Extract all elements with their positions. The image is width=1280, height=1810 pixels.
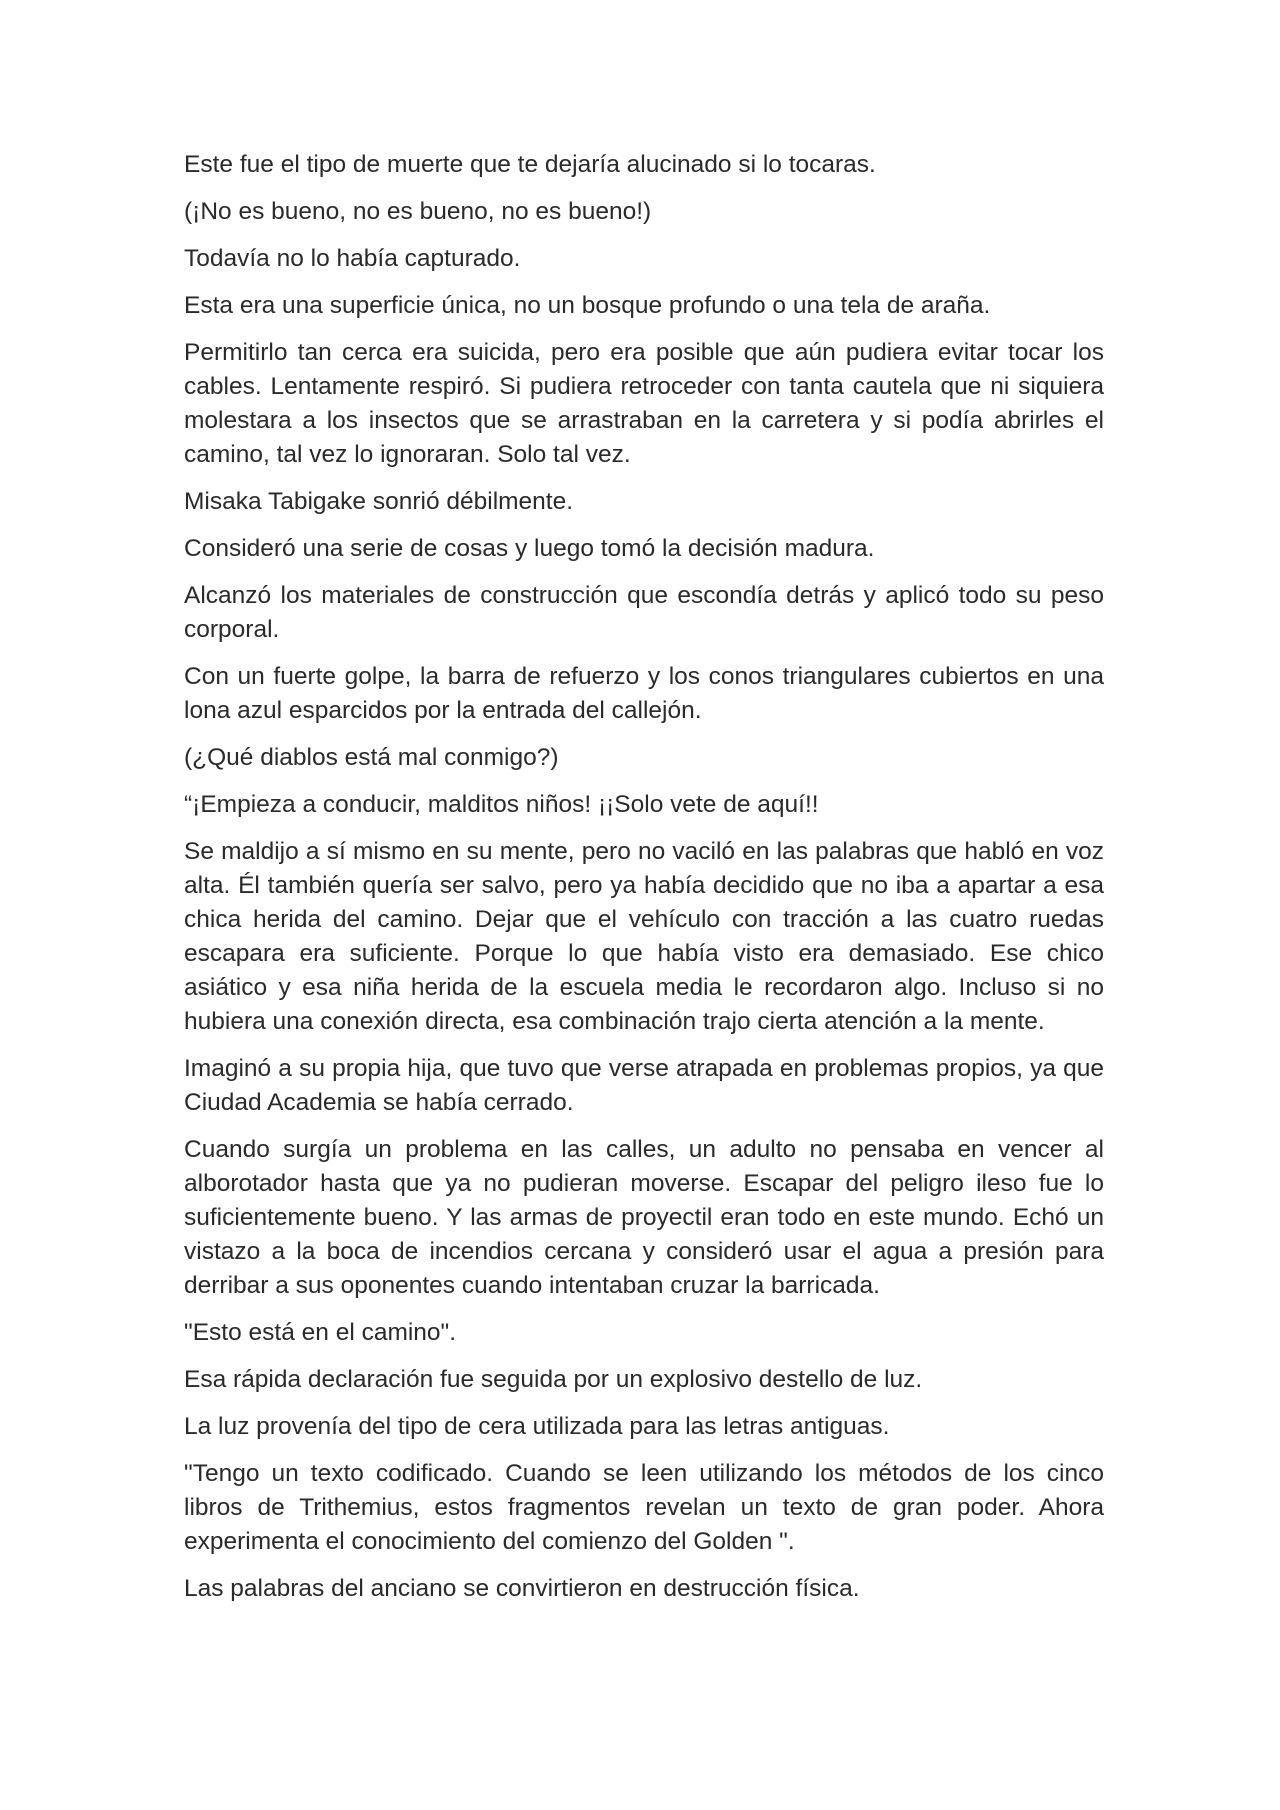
paragraph: "Tengo un texto codificado. Cuando se leen utilizando los métodos de los cinco libros de Trithemius, estos fragmentos revelan un texto de gran poder. Ahora experimenta el conocimiento del comienzo del Golden ". bbox=[184, 1460, 1104, 1555]
paragraph: Cuando surgía un problema en las calles, un adulto no pensaba en vencer al alborotador hasta que ya no pudieran moverse. Escapar del peligro ileso fue lo suficientemente bueno. Y las armas de proyectil eran todo en este mundo. Echó un vistazo a la boca de incendios cercana y consideró usar el agua a presión para derribar a sus oponentes cuando intentaban cruzar la barricada. bbox=[184, 1136, 1104, 1299]
paragraph: (¿Qué diablos está mal conmigo?) bbox=[184, 744, 559, 771]
paragraph: La luz provenía del tipo de cera utilizada para las letras antiguas. bbox=[184, 1413, 890, 1440]
paragraph: Se maldijo a sí mismo en su mente, pero no vaciló en las palabras que habló en voz alta. Él también quería ser salvo, pero ya había decidido que no iba a apartar a esa chica herida del camino. Dejar que el vehículo con tracción a las cuatro ruedas escapara era suficiente. Porque lo que había visto era demasiado. Ese chico asiático y esa niña herida de la escuela media le recordaron algo. Incluso si no hubiera una conexión directa, esa combinación trajo cierta atención a la mente. bbox=[184, 838, 1104, 1035]
paragraph: Este fue el tipo de muerte que te dejaría alucinado si lo tocaras. bbox=[184, 151, 876, 178]
paragraph: Misaka Tabigake sonrió débilmente. bbox=[184, 488, 574, 515]
paragraph: (¡No es bueno, no es bueno, no es bueno!) bbox=[184, 198, 652, 225]
paragraph: "Esto está en el camino". bbox=[184, 1319, 457, 1346]
paragraph: Todavía no lo había capturado. bbox=[184, 245, 521, 272]
paragraph: Imaginó a su propia hija, que tuvo que verse atrapada en problemas propios, ya que Ciudad Academia se había cerrado. bbox=[184, 1055, 1104, 1116]
document-body bbox=[184, 148, 1104, 1619]
paragraph: Las palabras del anciano se convirtieron en destrucción física. bbox=[184, 1575, 860, 1602]
paragraph: “¡Empieza a conducir, malditos niños! ¡¡Solo vete de aquí!! bbox=[184, 791, 819, 818]
paragraph: Esta era una superficie única, no un bosque profundo o una tela de araña. bbox=[184, 292, 991, 319]
paragraph: Esa rápida declaración fue seguida por un explosivo destello de luz. bbox=[184, 1366, 923, 1393]
paragraph: Permitirlo tan cerca era suicida, pero era posible que aún pudiera evitar tocar los cables. Lentamente respiró. Si pudiera retroceder con tanta cautela que ni siquiera molestara a los insectos que se arrastraban en la carretera y si podía abrirles el camino, tal vez lo ignoraran. Solo tal vez. bbox=[184, 339, 1104, 468]
paragraph: Con un fuerte golpe, la barra de refuerzo y los conos triangulares cubiertos en una lona azul esparcidos por la entrada del callejón. bbox=[184, 663, 1104, 724]
paragraph: Alcanzó los materiales de construcción que escondía detrás y aplicó todo su peso corporal. bbox=[184, 582, 1104, 643]
paragraph: Consideró una serie de cosas y luego tomó la decisión madura. bbox=[184, 535, 875, 562]
